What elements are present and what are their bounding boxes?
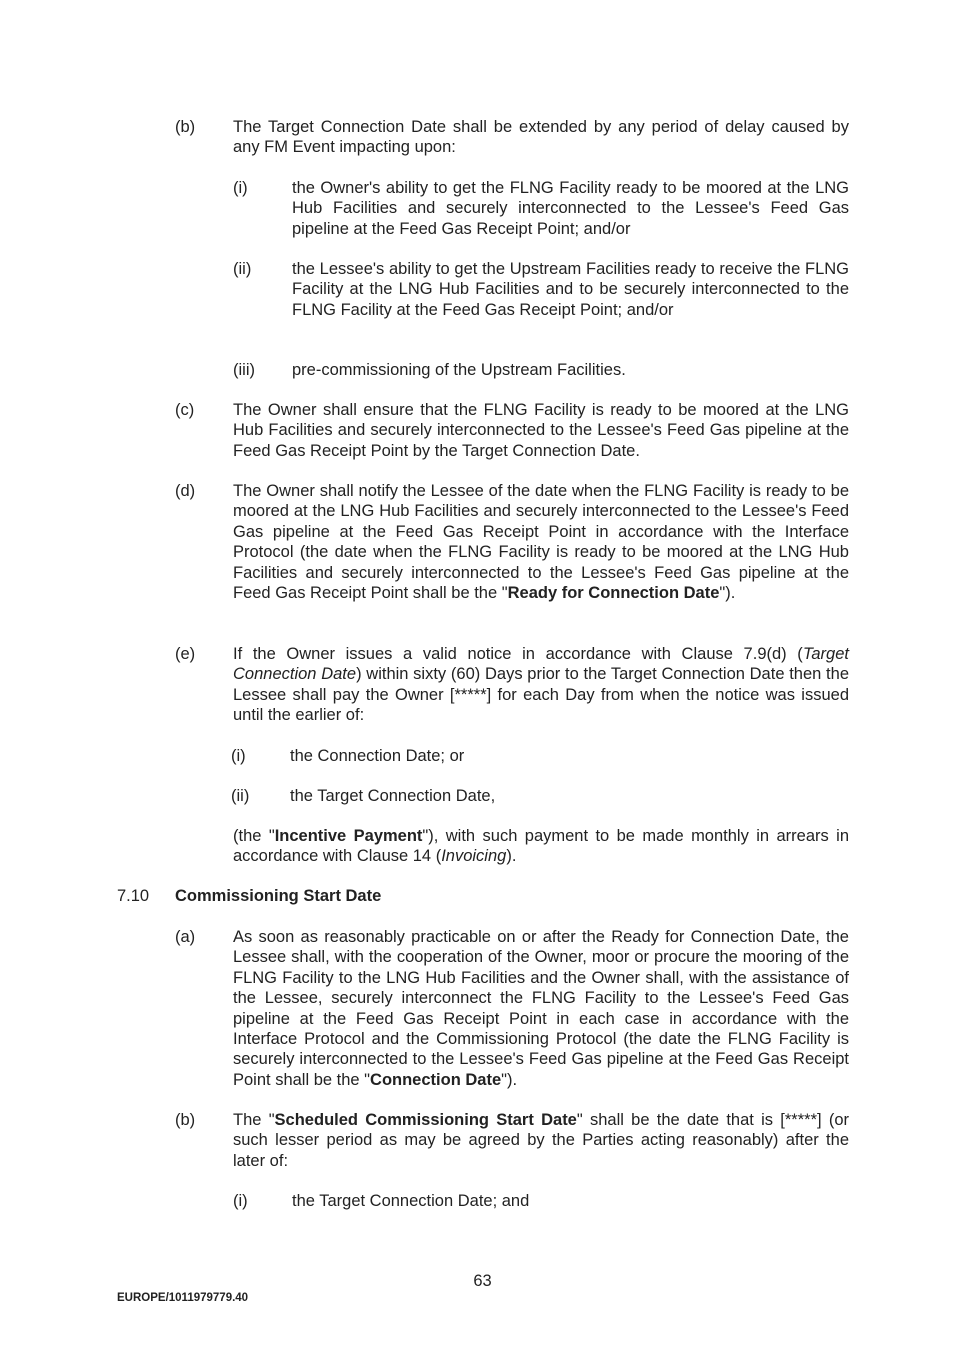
clause-b-ii-text: the Lessee's ability to get the Upstream Facilities ready to receive the FLNG Facility at the LNG Hub Facilities and to be securely interconnected to the FLNG Facility at the Feed Gas Receipt Point; and/or — [292, 260, 849, 319]
clause-d-label: (d) — [175, 482, 196, 500]
clause-b2-label: (b) — [175, 1111, 196, 1129]
clause-b-ii-label: (ii) — [233, 260, 252, 278]
defined-term: Scheduled Commissioning Start Date — [274, 1111, 577, 1129]
clause-e-text: If the Owner issues a valid notice in accordance with Clause 7.9(d) (Target Connection Date) within sixty (60) Days prior to the Target Connection Date then the Lessee shall pay the Owner [*****] for each Day from when the notice was issued until the earlier of: — [233, 645, 849, 725]
cross-reference: Target Connection Date — [233, 645, 849, 684]
clause-b-i-label: (i) — [233, 179, 248, 197]
clause-e-i-text: the Connection Date; or — [290, 747, 465, 765]
defined-term: Connection Date — [370, 1070, 502, 1089]
clause-e-label: (e) — [175, 645, 196, 663]
clause-b-text: The Target Connection Date shall be extended by any period of delay caused by any FM Event impacting upon: — [233, 118, 849, 157]
clause-c-text: The Owner shall ensure that the FLNG Facility is ready to be moored at the LNG Hub Facilities and securely interconnected to the Lessee's Feed Gas pipeline at the Feed Gas Receipt Point by the Target Connection Date. — [233, 401, 849, 460]
clause-a2-text: As soon as reasonably practicable on or after the Ready for Connection Date, the Lessee shall, with the cooperation of the Owner, moor or procure the mooring of the FLNG Facility to the LNG Hub Facilities and the Owner shall, with the assistance of the Lessee, securely interconnect the FLNG Facility to the Lessee's Feed Gas pipeline at the Feed Gas Receipt Point in each case in accordance with the Interface Protocol and the Commissioning Protocol (the date the FLNG Facility is securely interconnected to the Lessee's Feed Gas pipeline at the Feed Gas Receipt Point shall be the "Connection Date"). — [233, 928, 849, 1089]
clause-e-i-label: (i) — [231, 747, 246, 765]
clause-b-iii-label: (iii) — [233, 361, 255, 379]
clause-e-ii-label: (ii) — [231, 787, 250, 805]
page-number: 63 — [473, 1272, 492, 1290]
clause-b2-i-label: (i) — [233, 1192, 248, 1210]
clause-c-label: (c) — [175, 401, 195, 419]
clause-b-iii-text: pre-commissioning of the Upstream Facilities. — [292, 361, 626, 379]
clause-b2-i-text: the Target Connection Date; and — [292, 1192, 530, 1210]
defined-term: Incentive Payment — [274, 827, 423, 845]
section-number: 7.10 — [117, 887, 150, 905]
cross-reference: Invoicing — [441, 847, 507, 866]
document-reference: EUROPE/1011979779.40 — [117, 1292, 249, 1304]
clause-b2-text: The "Scheduled Commissioning Start Date" shall be the date that is [*****] (or such lesser period as may be agreed by the Parties acting reasonably) after the later of: — [233, 1111, 849, 1170]
clause-b-i-text: the Owner's ability to get the FLNG Facility ready to be moored at the LNG Hub Facilities and securely interconnected to the Lessee's Feed Gas pipeline at the Feed Gas Receipt Point; and/or — [292, 179, 849, 238]
clause-e-tail-text: (the "Incentive Payment"), with such payment to be made monthly in arrears in accordance with Clause 14 (Invoicing). — [233, 827, 850, 866]
clause-e-ii-text: the Target Connection Date, — [290, 787, 496, 805]
defined-term: Ready for Connection Date — [507, 584, 720, 603]
clause-b-label: (b) — [175, 118, 196, 136]
clause-d-text: The Owner shall notify the Lessee of the date when the FLNG Facility is ready to be moored at the LNG Hub Facilities and securely interconnected to the Lessee's Feed Gas pipeline at the Feed Gas Receipt Point in accordance with the Interface Protocol (the date when the FLNG Facility is ready to be moored at the LNG Hub Facilities and securely interconnected to the Lessee's Feed Gas pipeline at the Feed Gas Receipt Point shall be the "Ready for Connection Date"). — [233, 482, 849, 603]
section-title: Commissioning Start Date — [175, 887, 382, 905]
clause-a2-label: (a) — [175, 928, 196, 946]
